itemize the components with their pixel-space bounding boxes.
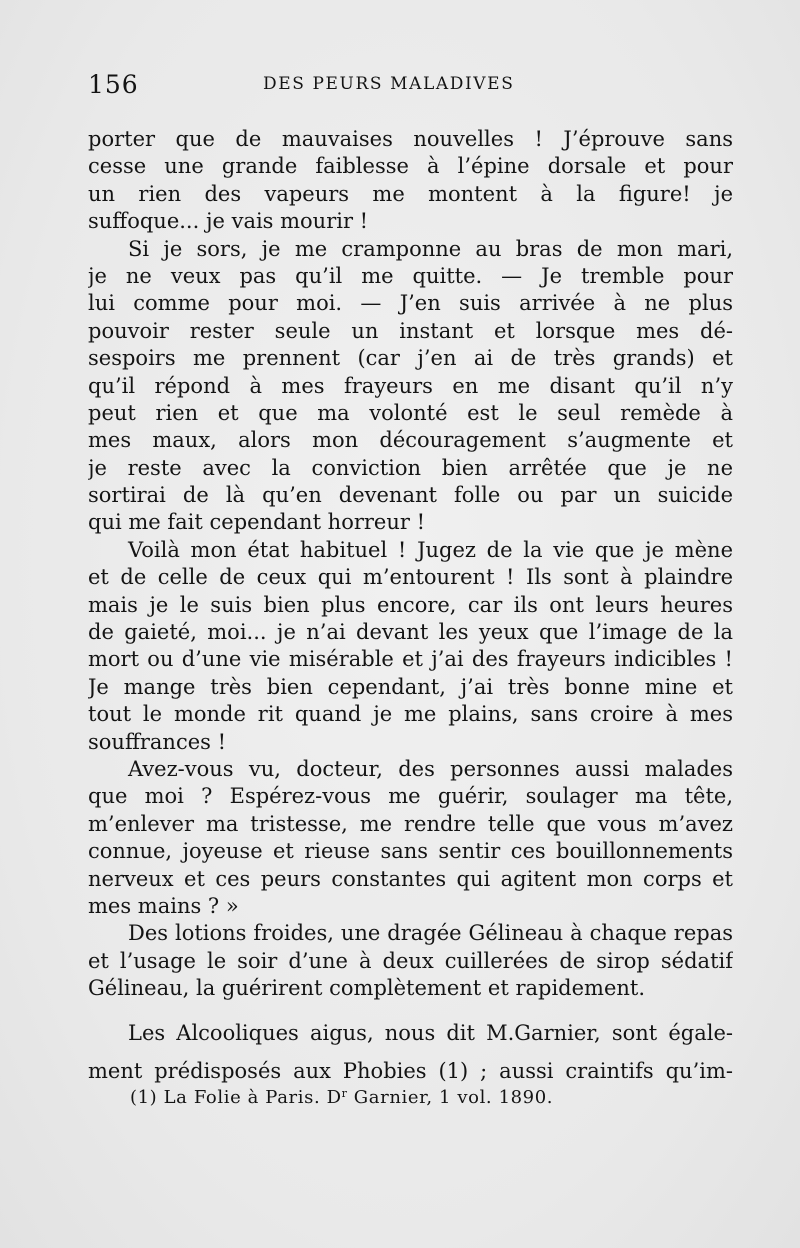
footnote-prefix: (1) La Folie à Paris. D <box>130 1087 342 1108</box>
text-line: Gélineau, la guérirent complètement et rapidement. <box>88 976 646 1001</box>
text-line: lui comme pour moi. — J’en suis arrivée à ne plus <box>88 291 733 316</box>
text-line: Les Alcooliques aigus, nous dit M.Garnier, sont égale- <box>128 1020 733 1045</box>
footnote-suffix: Garnier, 1 vol. 1890. <box>347 1087 554 1108</box>
paragraph-gap <box>88 1003 733 1014</box>
text-line: connue, joyeuse et rieuse sans sentir ces bouillonnements <box>88 839 733 864</box>
text-line: ment prédisposés aux Phobies (1) ; aussi craintifs qu’im- <box>88 1058 733 1083</box>
text-line: que moi ? Espérez-vous me guérir, soulager ma tête, <box>88 784 733 809</box>
text-line: suffoque... je vais mourir ! <box>88 209 369 234</box>
text-line: mes mains ? » <box>88 893 239 918</box>
text-line: sortirai de là qu’en devenant folle ou par un suicide <box>88 483 733 508</box>
text-line: peut rien et que ma volonté est le seul remède à <box>88 400 733 425</box>
text-line: m’enlever ma tristesse, me rendre telle que vous m’avez <box>88 811 733 836</box>
text-line: mort ou d’une vie misérable et j’ai des frayeurs indicibles ! <box>88 647 733 672</box>
final-paragraph <box>88 1014 733 1090</box>
text-line: tout le monde rit quand je me plains, sans croire à mes <box>88 702 733 727</box>
text-line: pouvoir rester seule un instant et lorsque mes dé- <box>88 318 733 343</box>
text-line: sespoirs me prennent (car j’en ai de très grands) et <box>88 346 733 371</box>
main-paragraphs <box>88 126 733 1003</box>
text-line: et de celle de ceux qui m’entourent ! Ils sont à plaindre <box>88 565 733 590</box>
running-title: DES PEURS MALADIVES <box>263 74 515 94</box>
text-line: et l’usage le soir d’une à deux cuillerées de sirop sédatif <box>88 948 733 973</box>
text-line: de gaieté, moi... je n’ai devant les yeux que l’image de la <box>88 620 733 645</box>
text-line: un rien des vapeurs me montent à la figure! je <box>88 181 733 206</box>
text-line: je reste avec la conviction bien arrêtée que je ne <box>88 455 733 480</box>
text-line: mes maux, alors mon découragement s’augmente et <box>88 428 733 453</box>
page-header <box>88 70 738 100</box>
text-line: qui me fait cependant horreur ! <box>88 510 426 535</box>
text-line: souffrances ! <box>88 729 227 754</box>
body-text <box>88 126 733 1090</box>
text-line: Je mange très bien cependant, j’ai très bonne mine et <box>88 674 733 699</box>
text-line: Des lotions froides, une dragée Gélineau à chaque repas <box>128 921 733 946</box>
text-line: Avez-vous vu, docteur, des personnes aussi malades <box>128 756 733 781</box>
text-line: qu’il répond à mes frayeurs en me disant qu’il n’y <box>88 373 733 398</box>
text-line: porter que de mauvaises nouvelles ! J’éprouve sans <box>88 127 733 151</box>
page-number: 156 <box>88 70 139 99</box>
footnote <box>130 1087 553 1108</box>
footnote-superscript: r <box>341 1087 348 1100</box>
text-line: mais je le suis bien plus encore, car ils ont leurs heures <box>88 592 733 617</box>
text-line: cesse une grande faiblesse à l’épine dorsale et pour <box>88 154 733 179</box>
text-line: Si je sors, je me cramponne au bras de mon mari, <box>128 236 733 261</box>
text-line: nerveux et ces peurs constantes qui agitent mon corps et <box>88 866 733 891</box>
text-line: Voilà mon état habituel ! Jugez de la vie que je mène <box>128 537 733 562</box>
text-line: je ne veux pas qu’il me quitte. — Je tremble pour <box>88 263 733 288</box>
